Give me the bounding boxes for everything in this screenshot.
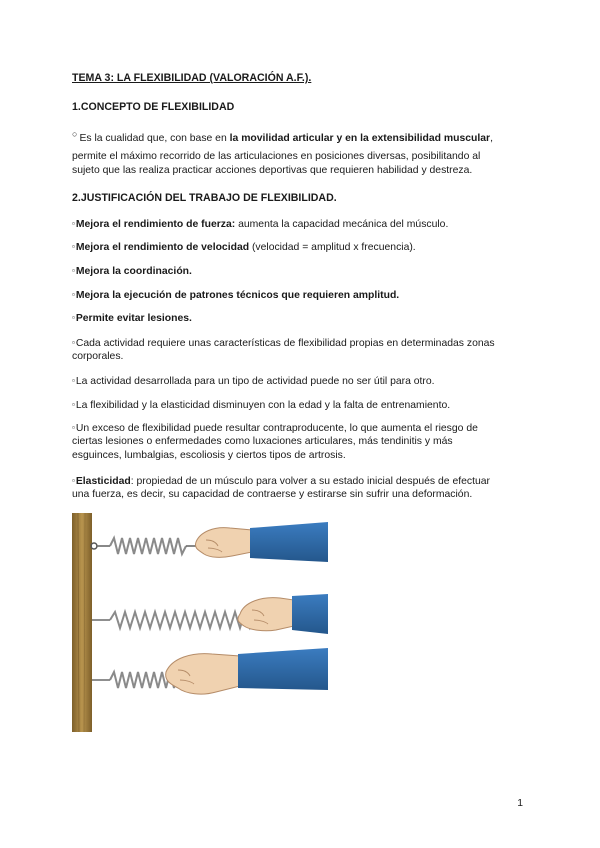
bullet-icon: ▫ [72,476,75,485]
list-item: ▫Mejora la ejecución de patrones técnicos que requieren amplitud. [72,290,400,301]
paragraph-line: esguinces, lumbalgias, escoliosis y ciertos tipos de artrosis. [72,450,346,461]
bullet-icon: ▫ [72,313,75,322]
list-item: ▫Permite evitar lesiones. [72,313,192,324]
paragraph-line: ▫La actividad desarrollada para un tipo de actividad puede no ser útil para otro. [72,376,435,387]
concept-line-3: sujeto que las realiza practicar acciones deportivas que requieren habilidad y destreza. [72,165,473,176]
spring-row-rest [92,648,328,694]
spring-row-compressed [91,522,328,562]
concept-line-2: permite el máximo recorrido de las articulaciones en posiciones diversas, posibilitando al [72,151,481,162]
section-heading-justification: 2.JUSTIFICACIÓN DEL TRABAJO DE FLEXIBILIDAD. [72,192,337,204]
list-item: ▫Mejora el rendimiento de velocidad (velocidad = amplitud x frecuencia). [72,242,416,253]
spring-row-stretched [92,594,328,634]
paragraph-line: ciertas lesiones o enfermedades como luxaciones articulares, más tendinitis y más [72,436,453,447]
page-number: 1 [517,798,523,809]
bullet-icon: ▫ [72,219,75,228]
paragraph-line: una fuerza, es decir, su capacidad de contraerse y estirarse sin sufrir una deformación. [72,489,473,500]
concept-line-1: ○ Es la cualidad que, con base en la movilidad articular y en la extensibilidad muscular, [72,129,493,144]
bullet-icon: ▫ [72,266,75,275]
paragraph-line: corporales. [72,351,124,362]
elasticity-spring-illustration [70,510,330,732]
bullet-icon: ▫ [72,338,75,347]
paragraph-line: ▫Elasticidad: propiedad de un músculo para volver a su estado inicial después de efectuar [72,476,490,487]
paragraph-line: ▫Un exceso de flexibilidad puede resultar contraproducente, lo que aumenta el riesgo de [72,423,478,434]
bullet-icon: ▫ [72,400,75,409]
bullet-icon: ▫ [72,242,75,251]
section-heading-concept: 1.CONCEPTO DE FLEXIBILIDAD [72,101,235,113]
bullet-icon: ▫ [72,376,75,385]
list-item: ▫Mejora la coordinación. [72,266,192,277]
bullet-icon: ▫ [72,423,75,432]
ring-bullet-icon: ○ [72,129,78,139]
bullet-icon: ▫ [72,290,75,299]
page-title: TEMA 3: LA FLEXIBILIDAD (VALORACIÓN A.F.). [72,72,312,84]
wooden-post [72,513,92,732]
list-item: ▫Mejora el rendimiento de fuerza: aumenta la capacidad mecánica del músculo. [72,219,449,230]
paragraph-line: ▫La flexibilidad y la elasticidad disminuyen con la edad y la falta de entrenamiento. [72,400,451,411]
paragraph-line: ▫Cada actividad requiere unas características de flexibilidad propias en determinadas zonas [72,338,495,349]
